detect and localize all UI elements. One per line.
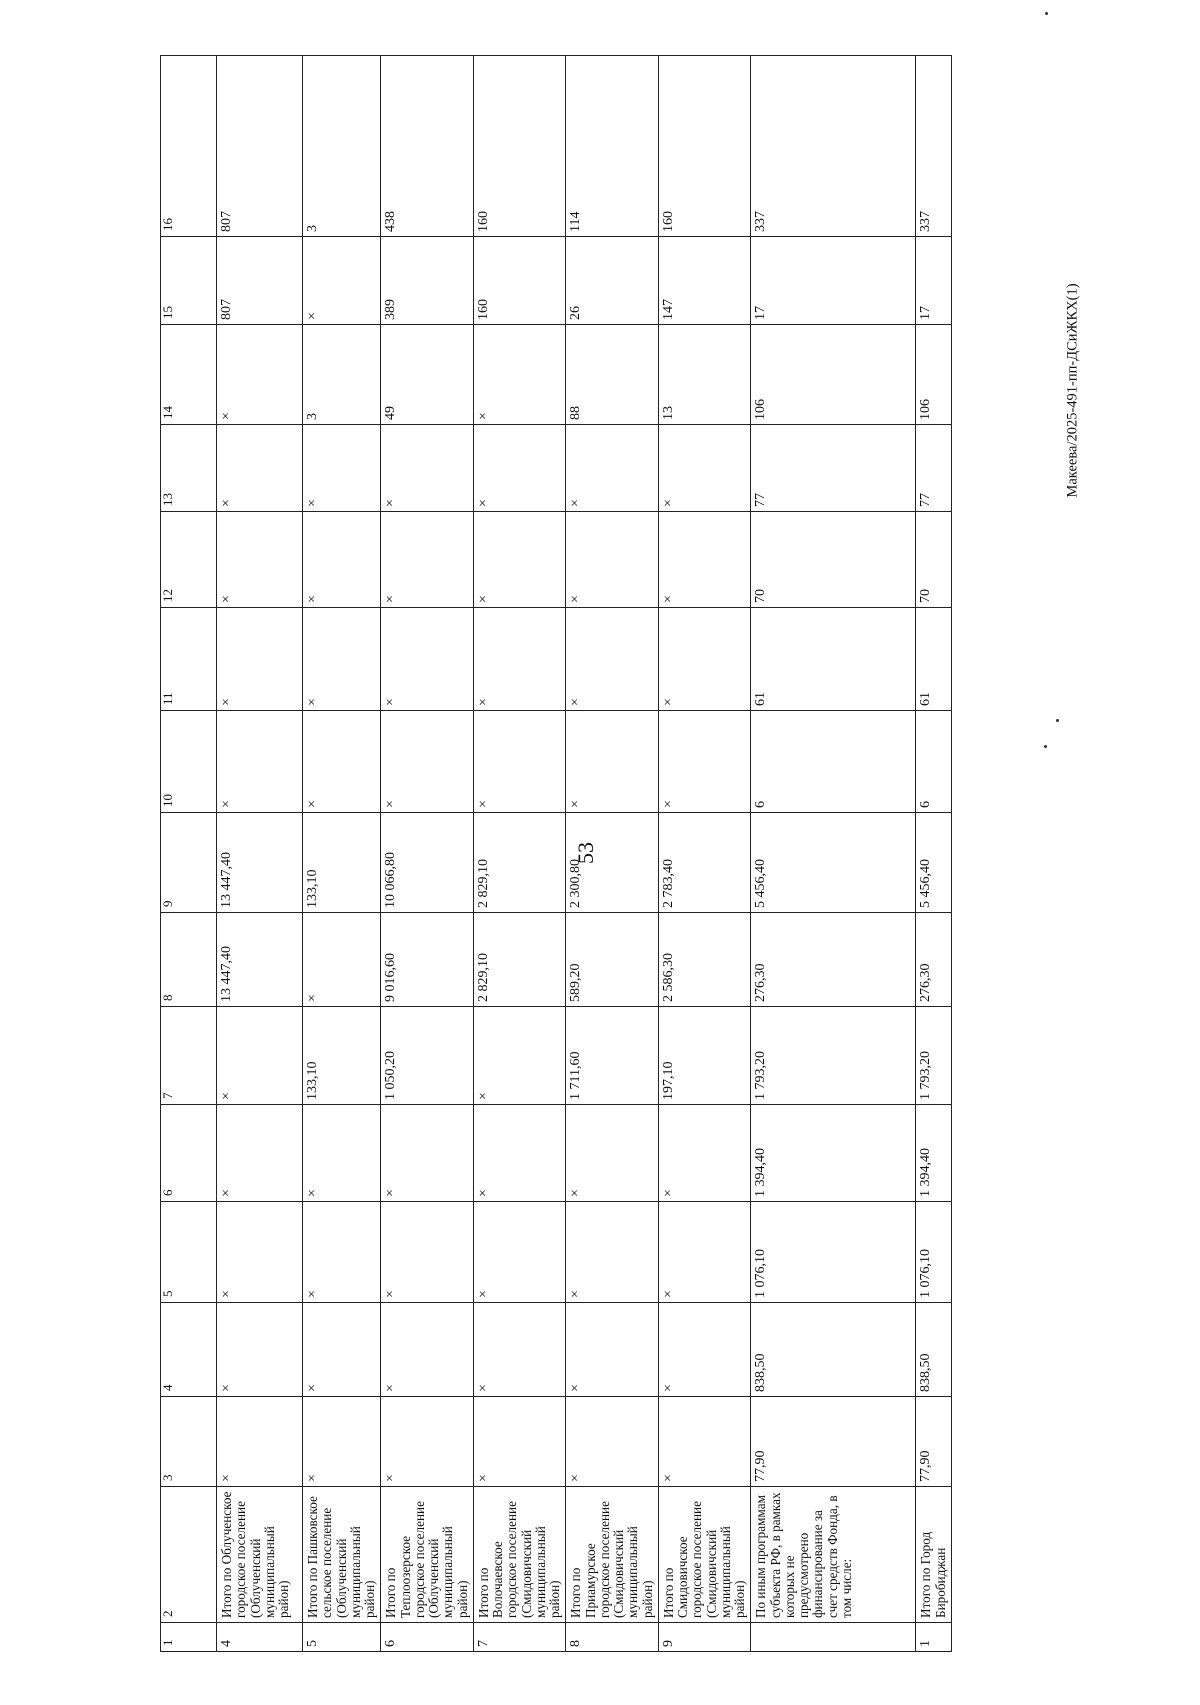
header-cell-11: 11 <box>161 608 217 711</box>
value-cell-col-3: × <box>303 1397 381 1487</box>
value-cell-col-12: 70 <box>751 512 916 608</box>
header-cell-3: 3 <box>161 1397 217 1487</box>
value-cell-col-9: 5 456,40 <box>916 813 952 913</box>
value-cell-col-4: × <box>217 1303 303 1397</box>
value-cell-col-15: 26 <box>566 237 659 325</box>
header-cell-8: 8 <box>161 913 217 1007</box>
table-row <box>303 56 381 1652</box>
header-cell-4: 4 <box>161 1303 217 1397</box>
value-cell-col-10: × <box>303 711 381 813</box>
value-cell-col-16: 160 <box>473 56 566 237</box>
header-cell-16: 16 <box>161 56 217 237</box>
value-cell-col-9: 2 300,80 <box>566 813 659 913</box>
value-cell-col-3: × <box>217 1397 303 1487</box>
value-cell-col-11: × <box>658 608 751 711</box>
value-cell-col-13: 77 <box>751 425 916 512</box>
row-number-cell: 5 <box>303 1623 381 1652</box>
value-cell-col-7: 133,10 <box>303 1007 381 1105</box>
value-cell-col-3: 77,90 <box>916 1397 952 1487</box>
value-cell-col-12: × <box>303 512 381 608</box>
value-cell-col-11: × <box>303 608 381 711</box>
value-cell-col-14: × <box>217 325 303 425</box>
value-cell-col-3: × <box>566 1397 659 1487</box>
value-cell-col-7: × <box>473 1007 566 1105</box>
row-number-cell: 6 <box>381 1623 474 1652</box>
table-row <box>473 56 566 1652</box>
value-cell-col-14: 49 <box>381 325 474 425</box>
header-cell-6: 6 <box>161 1105 217 1202</box>
value-cell-col-5: × <box>217 1202 303 1303</box>
value-cell-col-4: 838,50 <box>751 1303 916 1397</box>
value-cell-col-15: 160 <box>473 237 566 325</box>
value-cell-col-15: 17 <box>751 237 916 325</box>
value-cell-col-10: × <box>658 711 751 813</box>
row-label-cell: Итого по Пашковское сельское поселение (Облученский муниципальный район) <box>303 1487 381 1623</box>
value-cell-col-6: 1 394,40 <box>751 1105 916 1202</box>
value-cell-col-14: 3 <box>303 325 381 425</box>
row-label-cell: Итого по Волочаевское городское поселение (Смидовичский муниципальный район) <box>473 1487 566 1623</box>
row-number-cell <box>751 1623 916 1652</box>
row-label-cell: Итого по Город Биробиджан <box>916 1487 952 1623</box>
value-cell-col-4: × <box>566 1303 659 1397</box>
value-cell-col-5: 1 076,10 <box>751 1202 916 1303</box>
rotated-table-container <box>160 56 948 1652</box>
value-cell-col-9: 2 783,40 <box>658 813 751 913</box>
value-cell-col-6: × <box>566 1105 659 1202</box>
value-cell-col-11: × <box>217 608 303 711</box>
value-cell-col-15: × <box>303 237 381 325</box>
value-cell-col-7: 1 711,60 <box>566 1007 659 1105</box>
row-label-cell: Итого по Теплоозерское городское поселение (Облученский муниципальный район) <box>381 1487 474 1623</box>
value-cell-col-5: × <box>473 1202 566 1303</box>
value-cell-col-7: 197,10 <box>658 1007 751 1105</box>
value-cell-col-15: 389 <box>381 237 474 325</box>
table-row <box>381 56 474 1652</box>
row-number-cell: 7 <box>473 1623 566 1652</box>
value-cell-col-16: 337 <box>916 56 952 237</box>
value-cell-col-5: × <box>566 1202 659 1303</box>
value-cell-col-8: 276,30 <box>751 913 916 1007</box>
header-cell-5: 5 <box>161 1202 217 1303</box>
scan-speck <box>1056 719 1059 722</box>
table-region <box>160 56 948 1652</box>
value-cell-col-9: 10 066,80 <box>381 813 474 913</box>
header-cell-2: 2 <box>161 1487 217 1623</box>
row-number-cell: 8 <box>566 1623 659 1652</box>
row-label-cell: Итого по Облученское городское поселение (Облученский муниципальный район) <box>217 1487 303 1623</box>
value-cell-col-12: × <box>566 512 659 608</box>
value-cell-col-13: × <box>473 425 566 512</box>
value-cell-col-12: × <box>658 512 751 608</box>
table-header-row <box>161 56 217 1652</box>
value-cell-col-12: × <box>217 512 303 608</box>
document-code-text: Макеева/2025-491-пп-ДСиЖКХ(1) <box>1064 282 1081 498</box>
value-cell-col-9: 5 456,40 <box>751 813 916 913</box>
value-cell-col-8: × <box>303 913 381 1007</box>
table-row <box>566 56 659 1652</box>
table-row <box>217 56 303 1652</box>
header-cell-13: 13 <box>161 425 217 512</box>
value-cell-col-11: × <box>473 608 566 711</box>
table-row <box>658 56 751 1652</box>
document-code <box>1062 90 1084 690</box>
value-cell-col-16: 337 <box>751 56 916 237</box>
header-cell-1: 1 <box>161 1623 217 1652</box>
value-cell-col-4: × <box>303 1303 381 1397</box>
header-cell-7: 7 <box>161 1007 217 1105</box>
value-cell-col-10: × <box>473 711 566 813</box>
value-cell-col-8: 2 586,30 <box>658 913 751 1007</box>
value-cell-col-5: 1 076,10 <box>916 1202 952 1303</box>
value-cell-col-13: × <box>217 425 303 512</box>
value-cell-col-15: 807 <box>217 237 303 325</box>
table-row <box>751 56 916 1652</box>
value-cell-col-16: 114 <box>566 56 659 237</box>
value-cell-col-7: 1 793,20 <box>916 1007 952 1105</box>
table-body <box>161 56 952 1652</box>
value-cell-col-9: 13 447,40 <box>217 813 303 913</box>
data-table <box>160 55 952 1652</box>
header-cell-12: 12 <box>161 512 217 608</box>
header-cell-9: 9 <box>161 813 217 913</box>
row-number-cell: 9 <box>658 1623 751 1652</box>
value-cell-col-13: × <box>381 425 474 512</box>
value-cell-col-3: 77,90 <box>751 1397 916 1487</box>
value-cell-col-8: 2 829,10 <box>473 913 566 1007</box>
value-cell-col-9: 2 829,10 <box>473 813 566 913</box>
value-cell-col-11: × <box>381 608 474 711</box>
value-cell-col-6: 1 394,40 <box>916 1105 952 1202</box>
value-cell-col-14: 13 <box>658 325 751 425</box>
row-label-cell: Итого по Приамурское городское поселение (Смидовичский муниципальный район) <box>566 1487 659 1623</box>
value-cell-col-6: × <box>658 1105 751 1202</box>
value-cell-col-13: × <box>566 425 659 512</box>
value-cell-col-13: × <box>303 425 381 512</box>
value-cell-col-12: × <box>473 512 566 608</box>
header-cell-14: 14 <box>161 325 217 425</box>
value-cell-col-10: 6 <box>916 711 952 813</box>
value-cell-col-15: 147 <box>658 237 751 325</box>
value-cell-col-16: 438 <box>381 56 474 237</box>
value-cell-col-4: × <box>473 1303 566 1397</box>
value-cell-col-7: 1 050,20 <box>381 1007 474 1105</box>
value-cell-col-8: 13 447,40 <box>217 913 303 1007</box>
header-cell-15: 15 <box>161 237 217 325</box>
row-number-cell: 1 <box>916 1623 952 1652</box>
row-label-cell: Итого по Смидовичское городское поселение (Смидовичский муниципальный район) <box>658 1487 751 1623</box>
value-cell-col-8: 276,30 <box>916 913 952 1007</box>
value-cell-col-5: × <box>658 1202 751 1303</box>
value-cell-col-4: 838,50 <box>916 1303 952 1397</box>
value-cell-col-3: × <box>381 1397 474 1487</box>
value-cell-col-3: × <box>473 1397 566 1487</box>
value-cell-col-8: 9 016,60 <box>381 913 474 1007</box>
value-cell-col-6: × <box>303 1105 381 1202</box>
table-row <box>916 56 952 1652</box>
value-cell-col-10: × <box>566 711 659 813</box>
value-cell-col-6: × <box>217 1105 303 1202</box>
value-cell-col-6: × <box>381 1105 474 1202</box>
value-cell-col-3: × <box>658 1397 751 1487</box>
value-cell-col-16: 160 <box>658 56 751 237</box>
row-number-cell: 4 <box>217 1623 303 1652</box>
value-cell-col-5: × <box>381 1202 474 1303</box>
value-cell-col-7: × <box>217 1007 303 1105</box>
header-cell-10: 10 <box>161 711 217 813</box>
value-cell-col-12: × <box>381 512 474 608</box>
value-cell-col-10: 6 <box>751 711 916 813</box>
value-cell-col-5: × <box>303 1202 381 1303</box>
value-cell-col-10: × <box>217 711 303 813</box>
value-cell-col-8: 589,20 <box>566 913 659 1007</box>
value-cell-col-6: × <box>473 1105 566 1202</box>
scan-speck <box>1045 12 1048 15</box>
value-cell-col-15: 17 <box>916 237 952 325</box>
value-cell-col-13: 77 <box>916 425 952 512</box>
value-cell-col-16: 3 <box>303 56 381 237</box>
page-number: 53 <box>573 842 598 864</box>
value-cell-col-9: 133,10 <box>303 813 381 913</box>
value-cell-col-12: 70 <box>916 512 952 608</box>
value-cell-col-14: 106 <box>916 325 952 425</box>
value-cell-col-11: 61 <box>751 608 916 711</box>
value-cell-col-10: × <box>381 711 474 813</box>
value-cell-col-16: 807 <box>217 56 303 237</box>
value-cell-col-4: × <box>381 1303 474 1397</box>
scan-speck <box>1044 745 1047 748</box>
value-cell-col-11: 61 <box>916 608 952 711</box>
value-cell-col-14: 88 <box>566 325 659 425</box>
value-cell-col-13: × <box>658 425 751 512</box>
value-cell-col-7: 1 793,20 <box>751 1007 916 1105</box>
row-label-cell: По иным программам субъекта РФ, в рамках которых не предусмотрено финансирование за счет средств Фонда, в том числе: <box>751 1487 916 1623</box>
value-cell-col-14: × <box>473 325 566 425</box>
value-cell-col-14: 106 <box>751 325 916 425</box>
value-cell-col-4: × <box>658 1303 751 1397</box>
value-cell-col-11: × <box>566 608 659 711</box>
